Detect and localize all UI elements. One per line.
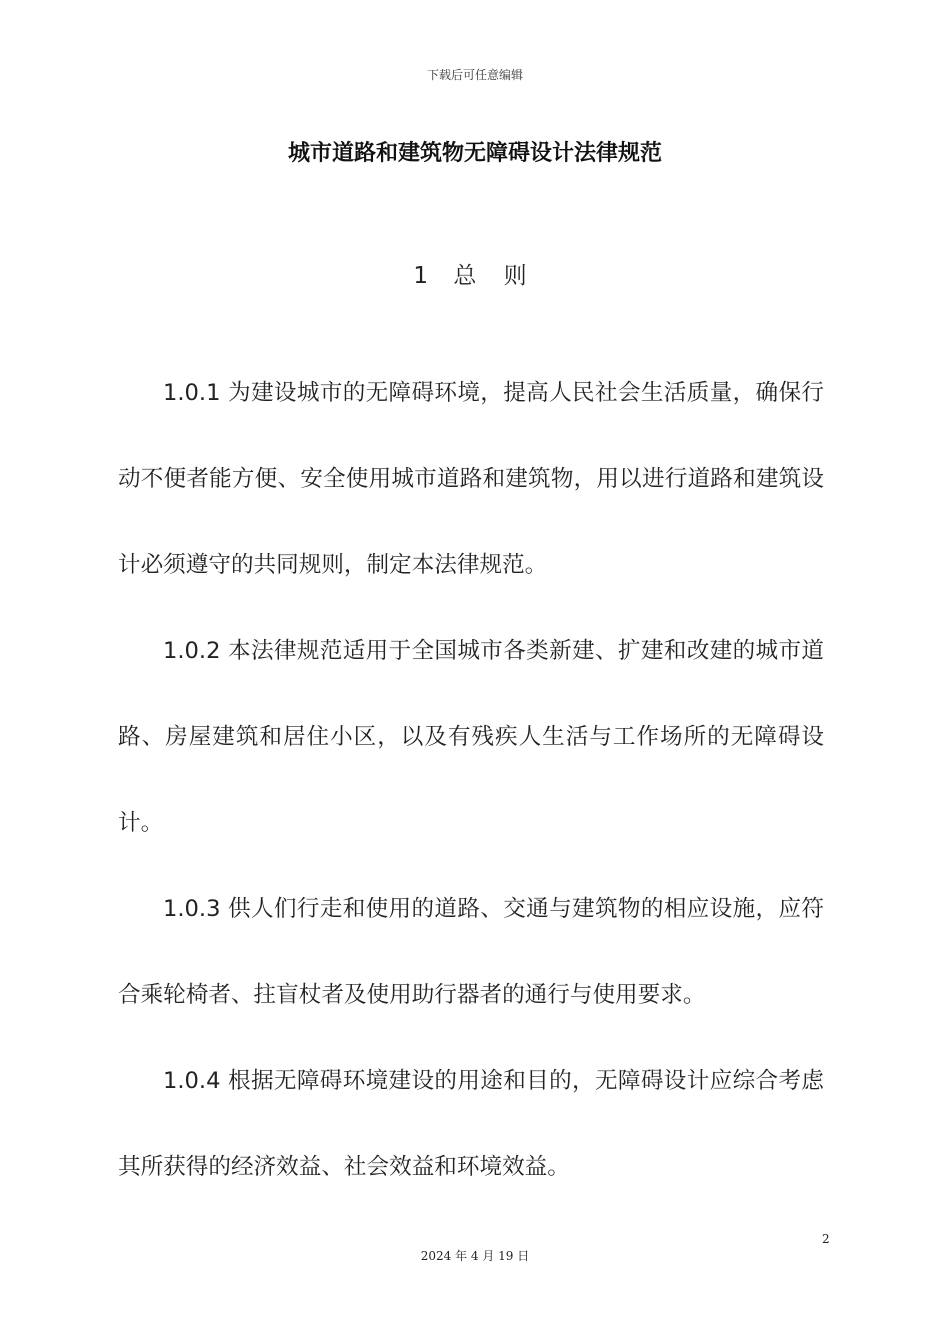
chapter-number: 1 — [413, 263, 430, 289]
document-title: 城市道路和建筑物无障碍设计法律规范 — [287, 141, 662, 166]
header-note: 下载后可任意编辑 — [426, 68, 523, 82]
chapter-title: 总 则 — [453, 263, 537, 289]
footer-date: 2024 年 4 月 19 日 — [420, 1249, 530, 1263]
paragraph-1-0-1: 1.0.1 为建设城市的无障碍环境，提高人民社会生活质量，确保行动不便者能方便、安全使用城市道路和建筑物，用以进行道路和建筑设计必须遵守的共同规则，制定本法律规范。 — [118, 380, 824, 578]
page-number: 2 — [822, 1232, 830, 1246]
chapter-heading — [0, 257, 950, 290]
paragraph-1-0-2: 1.0.2 本法律规范适用于全国城市各类新建、扩建和改建的城市道路、房屋建筑和居住小区，以及有残疾人生活与工作场所的无障碍设计。 — [118, 638, 824, 836]
paragraph-1-0-4: 1.0.4 根据无障碍环境建设的用途和目的，无障碍设计应综合考虑其所获得的经济效益、社会效益和环境效益。 — [118, 1068, 824, 1180]
paragraph-1-0-3: 1.0.3 供人们行走和使用的道路、交通与建筑物的相应设施，应符合乘轮椅者、拄盲杖者及使用助行器者的通行与使用要求。 — [118, 896, 824, 1008]
document-body — [118, 350, 824, 1210]
